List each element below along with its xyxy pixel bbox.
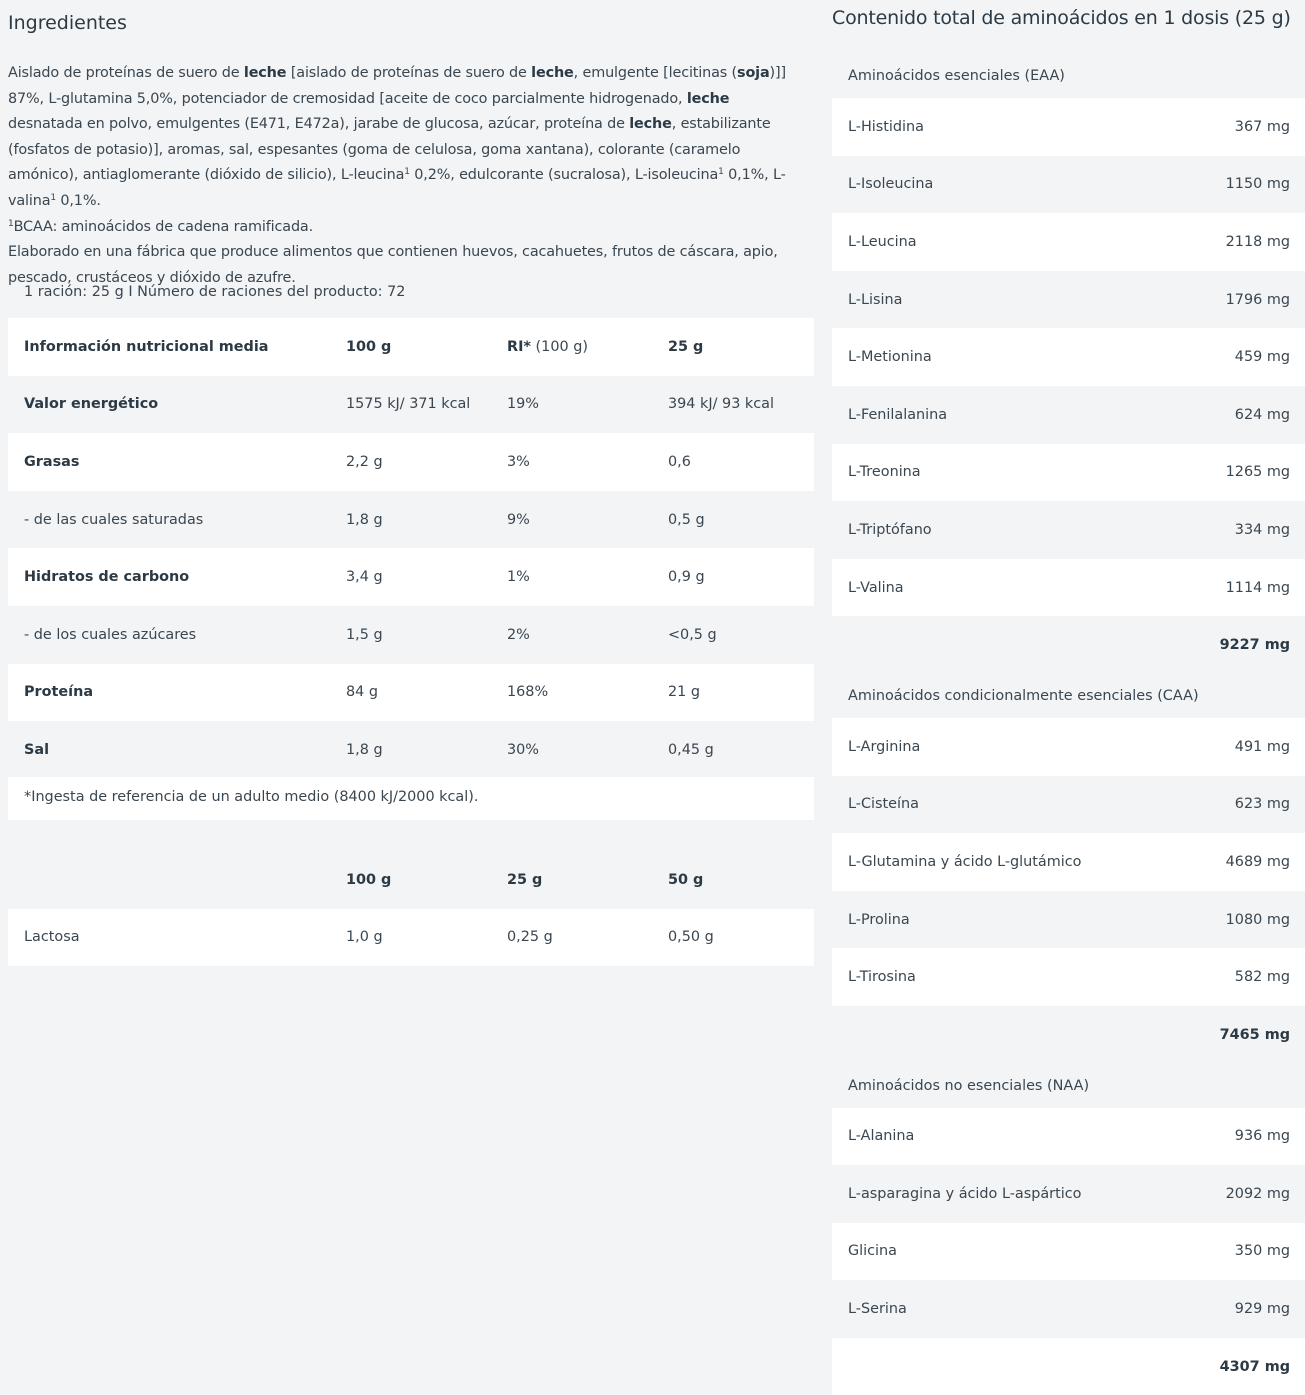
nutrition-value-25g: 394 kJ/ 93 kcal [668,376,814,434]
ingredient-text: , estabilizante (fosfatos de potasio)], aromas, sal, espesantes (goma de celulosa, goma xantana), colorante (caramelo amónico), antiaglomerante (dióxido de silicio), L-leucina [8,116,771,184]
amino-row [832,213,1305,271]
nutrition-value-ri: 168% [507,664,668,722]
amino-row [832,1223,1305,1281]
nutrition-header-100g: 100 g [346,318,507,376]
amino-row [832,776,1305,834]
amino-name: L-Arginina [832,718,1184,776]
nutrition-label: Sal [8,721,346,779]
amino-row [832,386,1305,444]
footnote-sup: 1 [50,192,56,203]
lactose-25g: 0,25 g [507,909,668,967]
amino-row [832,501,1305,559]
nutrition-value-25g: 0,5 g [668,491,814,549]
amino-value: 582 mg [1184,948,1305,1006]
amino-group-header [832,1064,1305,1108]
amino-row [832,328,1305,386]
ingredient-text: 0,1%, L-valina [8,167,786,209]
amino-name: L-asparagina y ácido L-aspártico [832,1165,1184,1223]
amino-title: Contenido total de aminoácidos en 1 dosis (25 g) [832,7,1291,29]
nutrition-label: - de los cuales azúcares [8,606,346,664]
amino-total-row [832,1338,1305,1395]
amino-value: 2092 mg [1184,1165,1305,1223]
amino-group-header [832,54,1305,98]
amino-value: 1114 mg [1184,559,1305,617]
ingredients-title: Ingredientes [8,12,127,34]
nutrition-label: Valor energético [8,376,346,434]
nutrition-value-25g: 21 g [668,664,814,722]
amino-value: 350 mg [1184,1223,1305,1281]
amino-name: L-Triptófano [832,501,1184,559]
nutrition-value-100g: 3,4 g [346,548,507,606]
amino-row [832,444,1305,502]
nutrition-value-100g: 1575 kJ/ 371 kcal [346,376,507,434]
amino-value: 491 mg [1184,718,1305,776]
amino-group-title: Aminoácidos condicionalmente esenciales (CAA) [832,674,1305,718]
amino-name: L-Valina [832,559,1184,617]
nutrition-value-25g: 0,6 [668,433,814,491]
amino-value: 936 mg [1184,1108,1305,1166]
nutrition-value-ri: 9% [507,491,668,549]
nutrition-value-ri: 3% [507,433,668,491]
amino-group-title: Aminoácidos esenciales (EAA) [832,54,1305,98]
nutrition-value-25g: 0,9 g [668,548,814,606]
amino-row [832,98,1305,156]
nutrition-table [8,318,814,779]
amino-group-title: Aminoácidos no esenciales (NAA) [832,1064,1305,1108]
amino-name: L-Treonina [832,444,1184,502]
footnote-sup: 1 [718,167,724,178]
ingredient-text: 0,2%, edulcorante (sucralosa), L-isoleucina [409,167,719,184]
bcaa-text: BCAA: aminoácidos de cadena ramificada. [13,218,314,235]
nutrition-value-100g: 1,8 g [346,721,507,779]
lactose-row [8,909,814,967]
nutrition-header-label: Información nutricional media [8,318,346,376]
lactose-header-100g: 100 g [346,851,507,909]
factory-note: Elaborado en una fábrica que produce alimentos que contienen huevos, cacahuetes, frutos de cáscara, apio, pescado, crustáceos y dióxido de azufre. [8,244,778,286]
amino-name: L-Tirosina [832,948,1184,1006]
amino-name: L-Fenilalanina [832,386,1184,444]
amino-name: L-Glutamina y ácido L-glutámico [832,833,1184,891]
nutrition-value-ri: 19% [507,376,668,434]
nutrition-row [8,433,814,491]
amino-name: L-Histidina [832,98,1184,156]
nutrition-row [8,491,814,549]
amino-value: 334 mg [1184,501,1305,559]
amino-row [832,1165,1305,1223]
amino-value: 459 mg [1184,328,1305,386]
lactose-50g: 0,50 g [668,909,814,967]
nutrition-value-ri: 2% [507,606,668,664]
lactose-100g: 1,0 g [346,909,507,967]
amino-total-row [832,616,1305,674]
nutrition-header-ri: RI* (100 g) [507,318,668,376]
allergen-text: soja [737,65,770,81]
ingredient-text: )]] 87%, L-glutamina 5,0%, potenciador de cremosidad [aceite de coco parcialmente hidrogenado, [8,65,786,107]
nutrition-footnote: *Ingesta de referencia de un adulto medio (8400 kJ/2000 kcal). [8,777,814,820]
lactose-header-25g: 25 g [507,851,668,909]
amino-name: L-Alanina [832,1108,1184,1166]
amino-name: L-Serina [832,1280,1184,1338]
nutrition-header-25g: 25 g [668,318,814,376]
amino-row [832,1280,1305,1338]
amino-row [832,156,1305,214]
nutrition-row [8,548,814,606]
amino-total: 4307 mg [1184,1338,1305,1395]
nutrition-label: - de las cuales saturadas [8,491,346,549]
amino-row [832,891,1305,949]
bcaa-note [8,215,808,241]
amino-name: L-Lisina [832,271,1184,329]
amino-value: 2118 mg [1184,213,1305,271]
amino-group-header [832,674,1305,718]
nutrition-label: Grasas [8,433,346,491]
amino-value: 1150 mg [1184,156,1305,214]
amino-value: 1796 mg [1184,271,1305,329]
ration-info: 1 ración: 25 g I Número de raciones del producto: 72 [24,284,406,300]
nutrition-value-100g: 84 g [346,664,507,722]
ingredient-text: [aislado de proteínas de suero de [286,65,532,81]
lactose-header-row [8,851,814,909]
amino-row [832,718,1305,776]
nutrition-header-row [8,318,814,376]
amino-value: 367 mg [1184,98,1305,156]
ingredients-list [8,61,808,215]
ingredient-text: Aislado de proteínas de suero de [8,65,244,81]
lactose-header-50g: 50 g [668,851,814,909]
nutrition-value-100g: 1,5 g [346,606,507,664]
amino-total: 9227 mg [1184,616,1305,674]
amino-name: L-Leucina [832,213,1184,271]
nutrition-value-25g: 0,45 g [668,721,814,779]
allergen-text: leche [629,116,672,133]
nutrition-value-25g: <0,5 g [668,606,814,664]
amino-name: L-Metionina [832,328,1184,386]
ingredients-text [8,61,808,291]
allergen-text: leche [686,90,730,107]
nutrition-label: Proteína [8,664,346,722]
bcaa-sup: 1 [8,218,14,229]
amino-value: 624 mg [1184,386,1305,444]
amino-table [832,54,1305,1395]
allergen-text: leche [243,65,287,81]
nutrition-value-100g: 1,8 g [346,491,507,549]
amino-name: L-Prolina [832,891,1184,949]
nutrition-row [8,606,814,664]
nutrition-row [8,376,814,434]
amino-value: 1080 mg [1184,891,1305,949]
nutrition-row [8,721,814,779]
lactose-table [8,851,814,966]
ingredient-text: desnatada en polvo, emulgentes (E471, E472a), jarabe de glucosa, azúcar, proteína de [8,116,630,133]
amino-value: 929 mg [1184,1280,1305,1338]
amino-total-row [832,1006,1305,1064]
lactose-label: Lactosa [8,909,346,967]
amino-name: Glicina [832,1223,1184,1281]
amino-row [832,833,1305,891]
amino-row [832,271,1305,329]
ingredient-text: 0,1%. [55,192,101,209]
amino-value: 4689 mg [1184,833,1305,891]
allergen-text: leche [531,65,574,81]
nutrition-value-100g: 2,2 g [346,433,507,491]
amino-row [832,1108,1305,1166]
amino-value: 623 mg [1184,776,1305,834]
amino-total: 7465 mg [1184,1006,1305,1064]
nutrition-value-ri: 1% [507,548,668,606]
nutrition-label: Hidratos de carbono [8,548,346,606]
nutrition-row [8,664,814,722]
nutrition-value-ri: 30% [507,721,668,779]
amino-value: 1265 mg [1184,444,1305,502]
amino-name: L-Isoleucina [832,156,1184,214]
ingredient-text: , emulgente [lecitinas ( [573,65,738,81]
amino-row [832,559,1305,617]
amino-row [832,948,1305,1006]
amino-name: L-Cisteína [832,776,1184,834]
footnote-sup: 1 [404,167,410,178]
